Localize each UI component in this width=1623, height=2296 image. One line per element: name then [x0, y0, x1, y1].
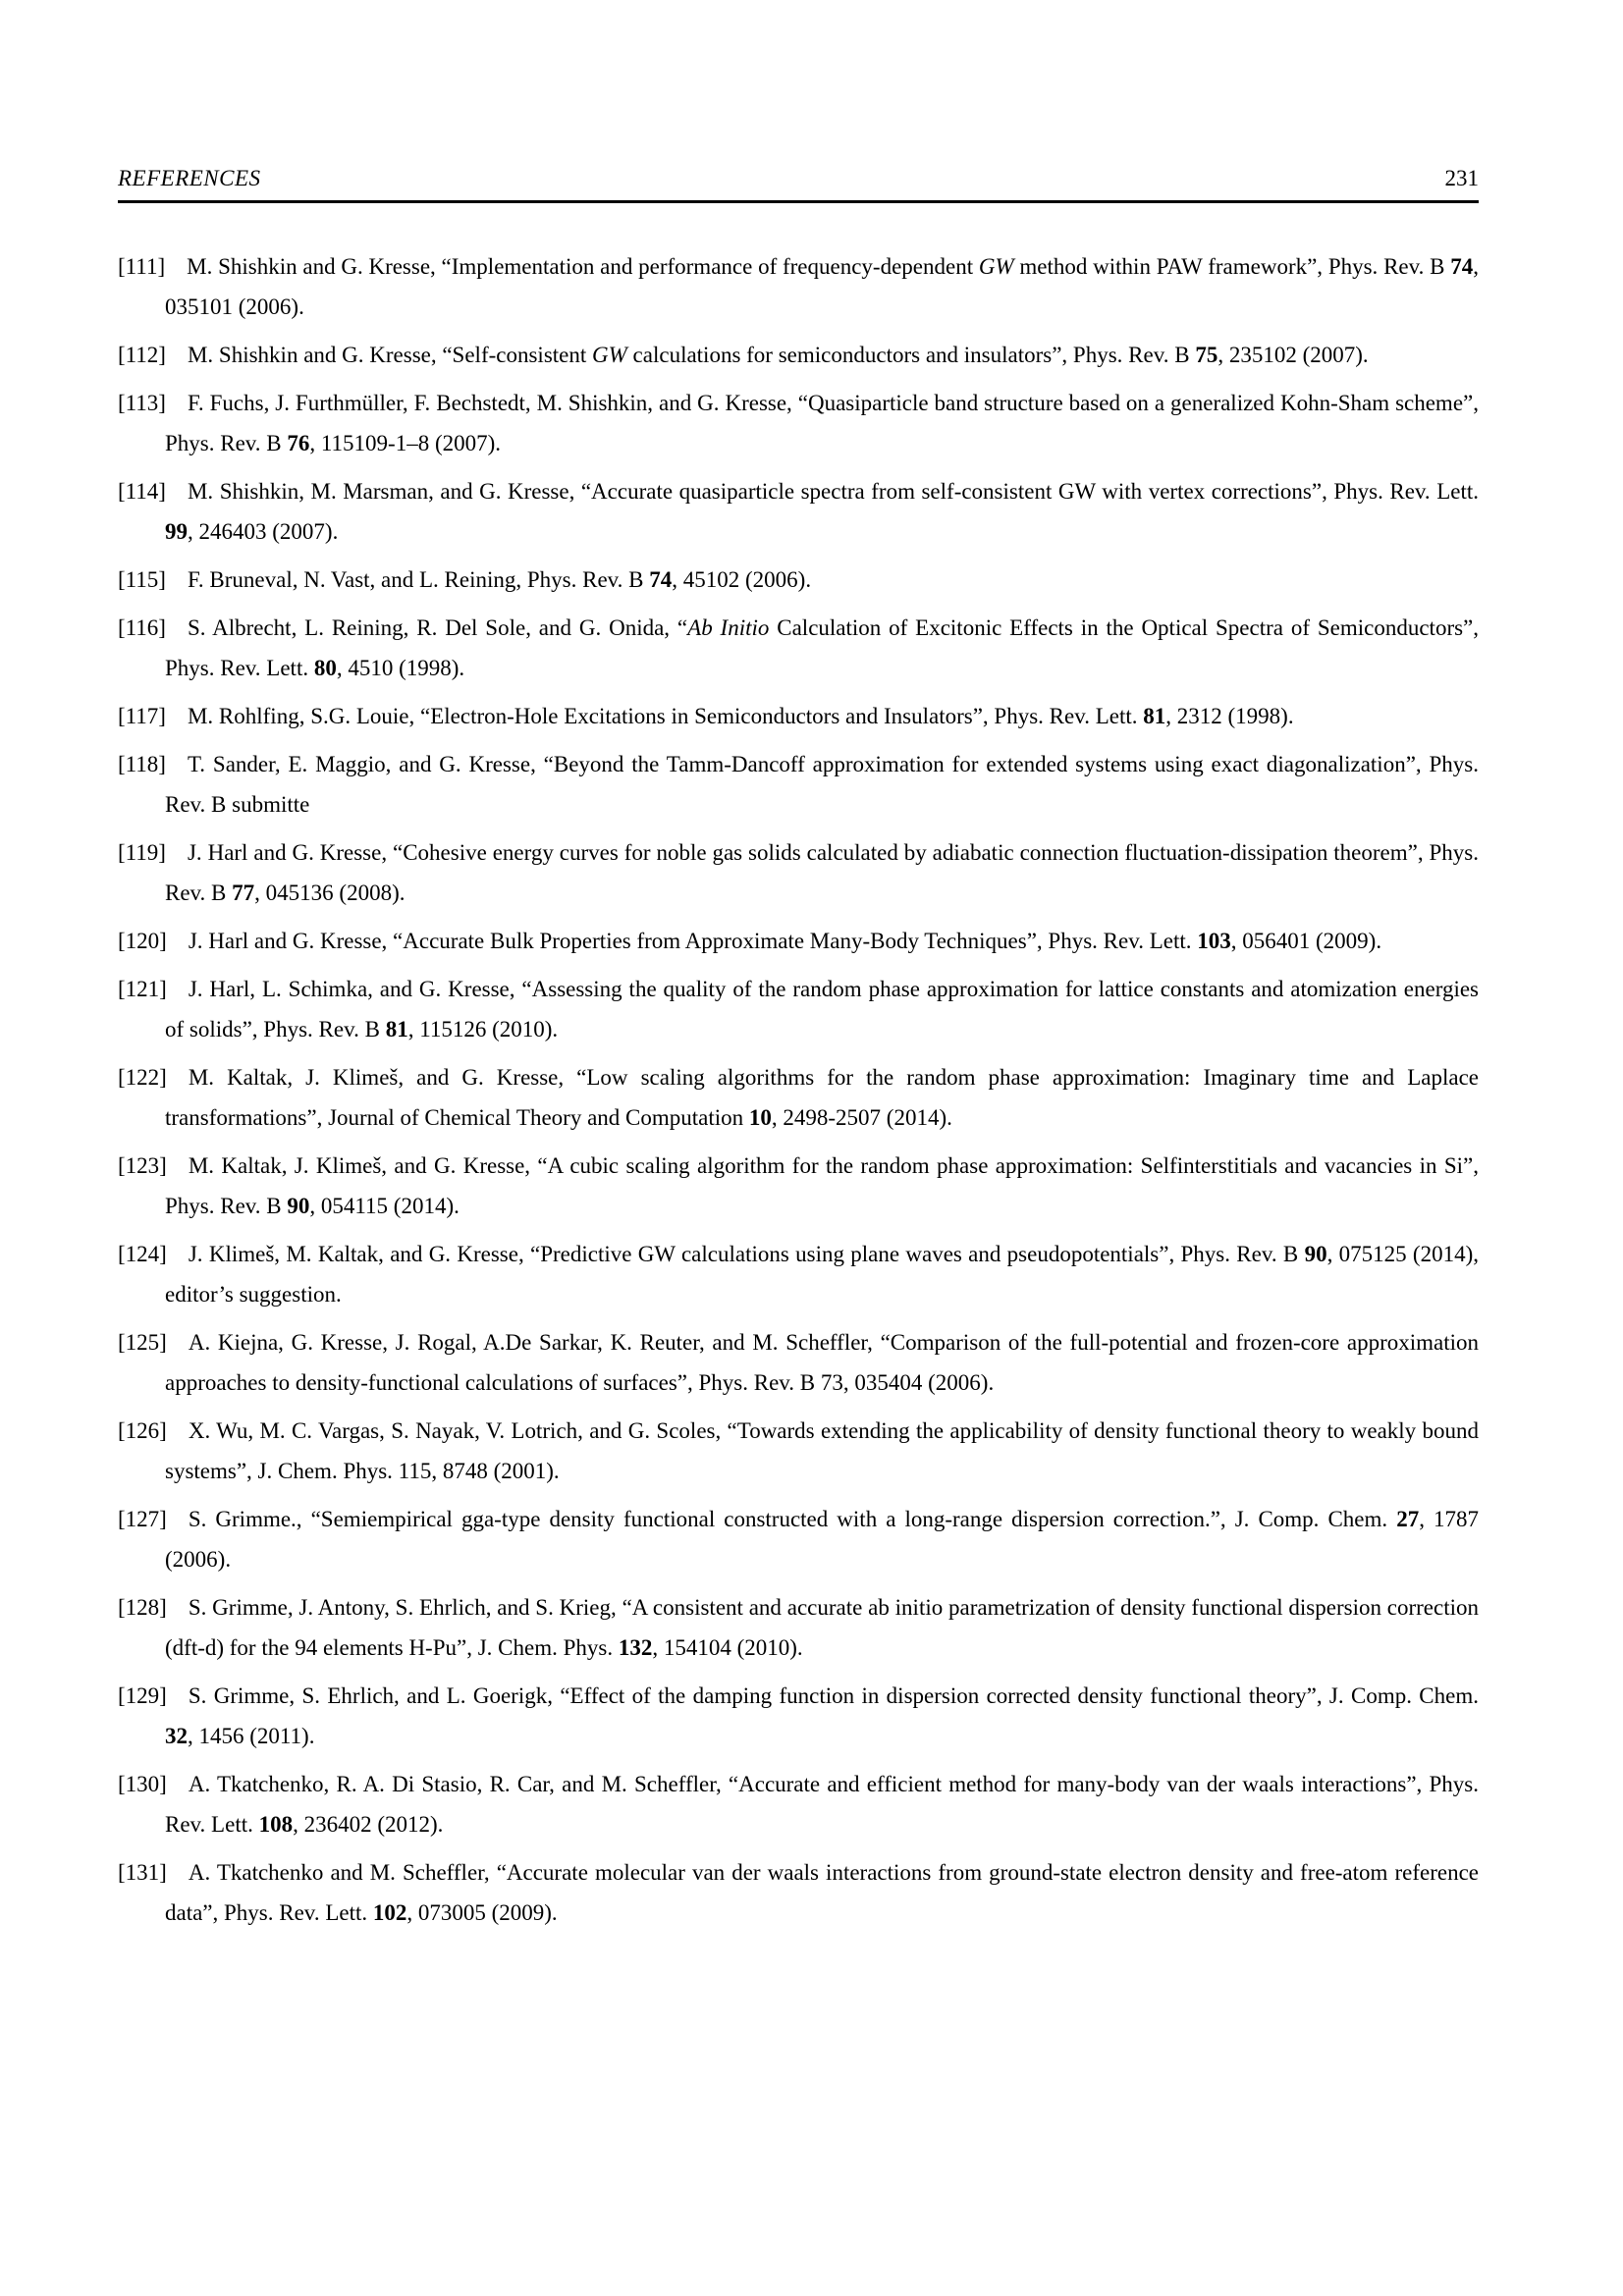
- reference-text: GW: [592, 343, 627, 367]
- reference-item: [118, 1587, 1479, 1668]
- page-content: [118, 165, 1479, 1941]
- reference-text: Calculation of Excitonic Effects in the Optical Spectra of Semiconductors”, Phys. Rev. Lett.: [165, 615, 1480, 680]
- reference-text: A. Tkatchenko and M. Scheffler, “Accurate molecular van der waals interactions from ground-state electron density and free-atom reference data”, Phys. Rev. Lett.: [165, 1860, 1479, 1925]
- reference-text: 75: [1195, 343, 1218, 367]
- reference-text: J. Harl and G. Kresse, “Cohesive energy curves for noble gas solids calculated by adiabatic connection fluctuation-dissipation theorem”, Phys. Rev. B: [165, 840, 1479, 905]
- reference-item: [118, 246, 1479, 327]
- reference-text: M. Kaltak, J. Klimeš, and G. Kresse, “A cubic scaling algorithm for the random phase approximation: Selfinterstitials and vacancies in Si”, Phys. Rev. B: [165, 1153, 1479, 1218]
- reference-text: M. Rohlfing, S.G. Louie, “Electron-Hole Excitations in Semiconductors and Insulators”, Phys. Rev. Lett.: [187, 704, 1144, 728]
- references-list: [118, 246, 1479, 1933]
- reference-text: S. Grimme., “Semiempirical gga-type density functional constructed with a long-range dispersion correction.”, J. Comp. Chem.: [188, 1507, 1397, 1531]
- reference-text: 81: [1143, 704, 1166, 728]
- reference-text: , 45102 (2006).: [672, 567, 812, 592]
- reference-text: F. Bruneval, N. Vast, and L. Reining, Phys. Rev. B: [187, 567, 650, 592]
- reference-item: [118, 832, 1479, 913]
- reference-label: [130]: [118, 1772, 167, 1796]
- reference-text: , 1787 (2006).: [165, 1507, 1479, 1572]
- reference-text: T. Sander, E. Maggio, and G. Kresse, “Beyond the Tamm-Dancoff approximation for extended systems using exact diagonalization”, Phys. Rev. B submitte: [165, 752, 1479, 817]
- reference-text: 90: [287, 1194, 310, 1218]
- reference-item: [118, 1852, 1479, 1933]
- reference-label: [124]: [118, 1242, 167, 1266]
- reference-label: [122]: [118, 1065, 167, 1090]
- reference-text: , 075125 (2014), editor’s suggestion.: [165, 1242, 1479, 1307]
- reference-label: [118]: [118, 752, 166, 776]
- reference-text: 102: [372, 1900, 407, 1925]
- reference-text: S. Grimme, S. Ehrlich, and L. Goerigk, “Effect of the damping function in dispersion corrected density functional theory”, J. Comp. Chem.: [188, 1683, 1479, 1708]
- reference-item: [118, 1499, 1479, 1579]
- reference-label: [113]: [118, 391, 166, 415]
- reference-item: [118, 696, 1479, 736]
- reference-label: [114]: [118, 479, 166, 504]
- reference-text: S. Grimme, J. Antony, S. Ehrlich, and S. Krieg, “A consistent and accurate ab initio parametrization of density functional dispersion correction (dft-d) for the 94 elements H-Pu”, J. Chem. Phys.: [165, 1595, 1479, 1660]
- reference-text: , 2498-2507 (2014).: [771, 1105, 952, 1130]
- reference-item: [118, 744, 1479, 825]
- reference-text: 108: [258, 1812, 294, 1837]
- reference-text: , 154104 (2010).: [652, 1635, 803, 1660]
- running-head: [118, 165, 1479, 192]
- page-title: REFERENCES: [118, 166, 261, 190]
- reference-text: 74: [649, 567, 673, 592]
- reference-text: , 035101 (2006).: [165, 254, 1479, 319]
- reference-text: 77: [232, 881, 255, 905]
- reference-label: [121]: [118, 977, 167, 1001]
- reference-item: [118, 1234, 1479, 1314]
- reference-text: GW: [978, 254, 1014, 279]
- reference-label: [128]: [118, 1595, 167, 1620]
- reference-text: , 073005 (2009).: [406, 1900, 558, 1925]
- reference-text: , 4510 (1998).: [336, 656, 465, 680]
- page-number: 231: [1444, 166, 1479, 190]
- reference-text: , 045136 (2008).: [254, 881, 406, 905]
- reference-text: 80: [313, 656, 337, 680]
- reference-text: 27: [1396, 1507, 1420, 1531]
- reference-text: M. Shishkin, M. Marsman, and G. Kresse, “Accurate quasiparticle spectra from self-consistent GW with vertex corrections”, Phys. Rev. Lett.: [187, 479, 1479, 504]
- reference-text: J. Harl, L. Schimka, and G. Kresse, “Assessing the quality of the random phase approximation for lattice constants and atomization energies of solids”, Phys. Rev. B: [165, 977, 1479, 1041]
- reference-text: 132: [618, 1635, 653, 1660]
- reference-label: [116]: [118, 615, 166, 640]
- reference-label: [119]: [118, 840, 166, 865]
- reference-text: M. Shishkin and G. Kresse, “Self-consistent: [187, 343, 593, 367]
- reference-text: X. Wu, M. C. Vargas, S. Nayak, V. Lotrich, and G. Scoles, “Towards extending the applicability of density functional theory to weakly bound systems”, J. Chem. Phys. 115, 8748 (2001).: [165, 1418, 1479, 1483]
- reference-item: [118, 1322, 1479, 1403]
- reference-text: 32: [165, 1724, 188, 1748]
- reference-item: [118, 1146, 1479, 1226]
- reference-text: 76: [287, 431, 310, 455]
- reference-item: [118, 1411, 1479, 1491]
- reference-text: 90: [1304, 1242, 1327, 1266]
- reference-text: , 115126 (2010).: [407, 1017, 559, 1041]
- reference-text: , 236402 (2012).: [293, 1812, 444, 1837]
- reference-label: [126]: [118, 1418, 167, 1443]
- header-rule: [118, 200, 1479, 203]
- reference-text: , 056401 (2009).: [1230, 929, 1382, 953]
- reference-item: [118, 335, 1479, 375]
- reference-item: [118, 560, 1479, 600]
- reference-text: Ab Initio: [687, 615, 770, 640]
- reference-text: S. Albrecht, L. Reining, R. Del Sole, and G. Onida, “: [187, 615, 688, 640]
- reference-text: A. Tkatchenko, R. A. Di Stasio, R. Car, and M. Scheffler, “Accurate and efficient method for many-body van der waals interactions”, Phys. Rev. Lett.: [165, 1772, 1479, 1837]
- reference-label: [123]: [118, 1153, 167, 1178]
- reference-text: , 235102 (2007).: [1217, 343, 1369, 367]
- reference-text: F. Fuchs, J. Furthmüller, F. Bechstedt, M. Shishkin, and G. Kresse, “Quasiparticle band structure based on a generalized Kohn-Sham scheme”, Phys. Rev. B: [165, 391, 1479, 455]
- reference-item: [118, 471, 1479, 552]
- reference-label: [131]: [118, 1860, 167, 1885]
- reference-text: , 115109-1–8 (2007).: [309, 431, 502, 455]
- reference-label: [112]: [118, 343, 166, 367]
- reference-text: method within PAW framework”, Phys. Rev. B: [1013, 254, 1451, 279]
- reference-item: [118, 608, 1479, 688]
- reference-text: , 054115 (2014).: [309, 1194, 460, 1218]
- reference-text: calculations for semiconductors and insulators”, Phys. Rev. B: [626, 343, 1196, 367]
- reference-label: [115]: [118, 567, 166, 592]
- reference-label: [129]: [118, 1683, 167, 1708]
- reference-text: 74: [1450, 254, 1474, 279]
- reference-text: 103: [1197, 929, 1231, 953]
- reference-item: [118, 921, 1479, 961]
- reference-text: M. Kaltak, J. Klimeš, and G. Kresse, “Low scaling algorithms for the random phase approximation: Imaginary time and Laplace transformations”, Journal of Chemical Theory and Computation: [165, 1065, 1479, 1130]
- reference-text: 10: [748, 1105, 772, 1130]
- reference-text: M. Shishkin and G. Kresse, “Implementation and performance of frequency-dependent: [187, 254, 979, 279]
- reference-item: [118, 1676, 1479, 1756]
- reference-item: [118, 383, 1479, 463]
- reference-text: 99: [165, 519, 188, 544]
- reference-text: , 1456 (2011).: [188, 1724, 315, 1748]
- reference-text: J. Harl and G. Kresse, “Accurate Bulk Properties from Approximate Many-Body Techniques”, Phys. Rev. Lett.: [188, 929, 1198, 953]
- reference-text: A. Kiejna, G. Kresse, J. Rogal, A.De Sarkar, K. Reuter, and M. Scheffler, “Comparison of the full-potential and frozen-core approximation approaches to density-functional calculations of surfaces”, Phys. Rev. B 73, 035404 (2006).: [165, 1330, 1479, 1395]
- reference-item: [118, 1057, 1479, 1138]
- reference-item: [118, 1764, 1479, 1844]
- reference-text: , 2312 (1998).: [1165, 704, 1294, 728]
- reference-text: J. Klimeš, M. Kaltak, and G. Kresse, “Predictive GW calculations using plane waves and pseudopotentials”, Phys. Rev. B: [188, 1242, 1305, 1266]
- reference-item: [118, 969, 1479, 1049]
- reference-label: [120]: [118, 929, 167, 953]
- reference-label: [111]: [118, 254, 166, 279]
- reference-label: [117]: [118, 704, 166, 728]
- reference-text: , 246403 (2007).: [188, 519, 339, 544]
- reference-label: [125]: [118, 1330, 167, 1355]
- reference-text: 81: [385, 1017, 408, 1041]
- reference-label: [127]: [118, 1507, 167, 1531]
